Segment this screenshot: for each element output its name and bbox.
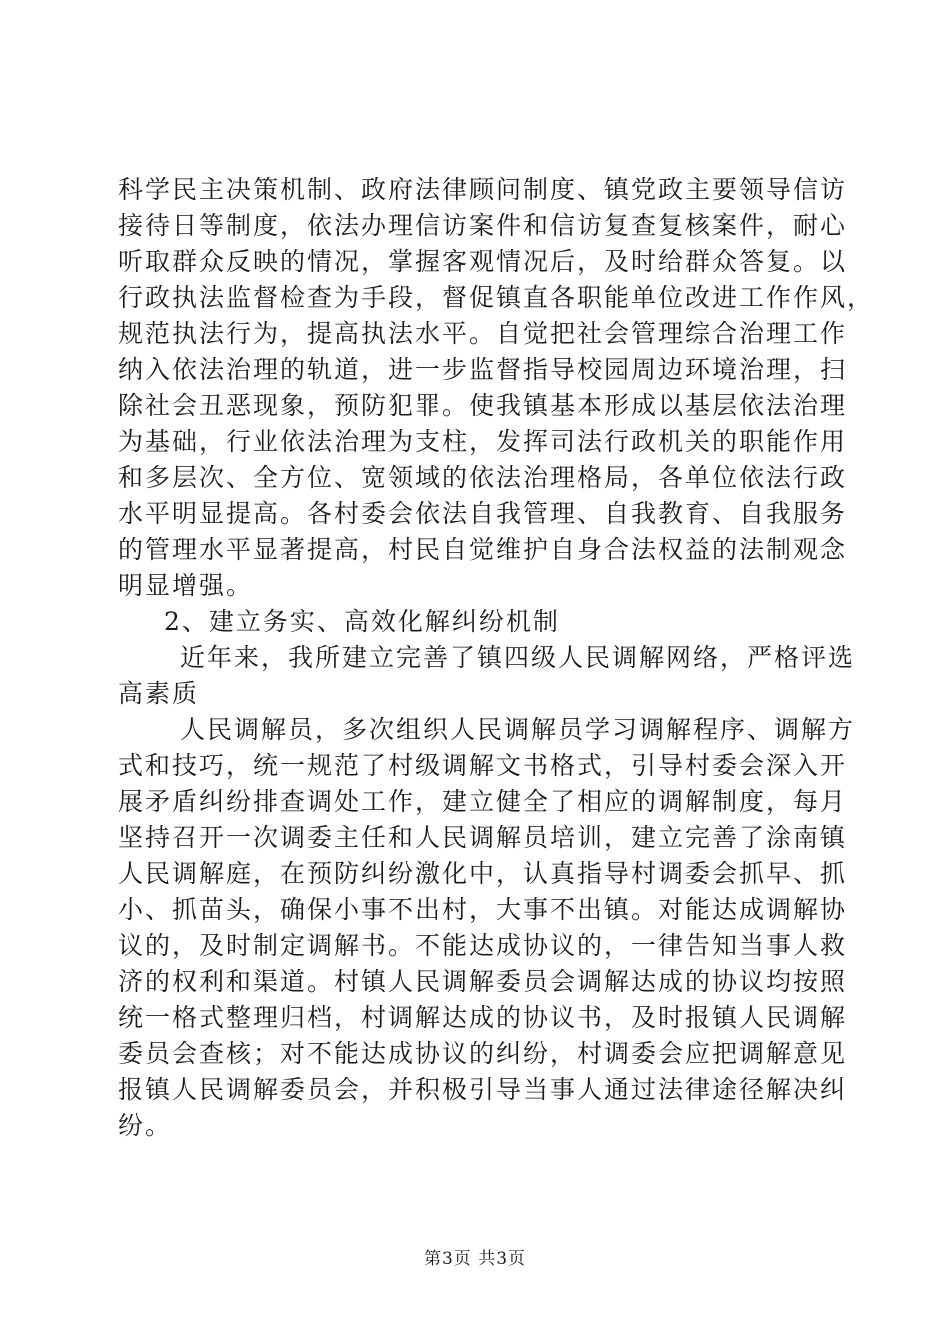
text-line: 水平明显提高。各村委会依法自我管理、自我教育、自我服务 [118, 499, 848, 528]
text-line: 行政执法监督检查为手段，督促镇直各职能单位改进工作作风， [118, 283, 875, 312]
text-line: 坚持召开一次调委主任和人民调解员培训，建立完善了涂南镇 [118, 823, 848, 852]
text-line: 的管理水平显著提高，村民自觉维护自身合法权益的法制观念 [118, 535, 848, 564]
paragraph-2 [118, 640, 856, 712]
document-body [118, 172, 875, 1144]
text-line: 高素质 [118, 679, 200, 708]
paragraph-3 [118, 712, 856, 1144]
page-number: 第3页 共3页 [423, 1249, 527, 1269]
text-line: 议的，及时制定调解书。不能达成协议的，一律告知当事人救 [118, 931, 848, 960]
text-line: 科学民主决策机制、政府法律顾问制度、镇党政主要领导信访 [118, 175, 848, 204]
text-line: 济的权利和渠道。村镇人民调解委员会调解达成的协议均按照 [118, 967, 848, 996]
text-line: 规范执法行为，提高执法水平。自觉把社会管理综合治理工作 [118, 319, 848, 348]
text-line: 纷。 [118, 1111, 173, 1140]
text-line: 明显增强。 [118, 571, 254, 600]
section-heading: 2、建立务实、高效化解纠纷机制 [164, 607, 560, 636]
text-line: 为基础，行业依法治理为支柱，发挥司法行政机关的职能作用 [118, 427, 848, 456]
text-line: 听取群众反映的情况，掌握客观情况后，及时给群众答复。以 [118, 247, 848, 276]
text-line: 近年来，我所建立完善了镇四级人民调解网络，严格评选 [180, 643, 856, 672]
text-line: 式和技巧，统一规范了村级调解文书格式，引导村委会深入开 [118, 751, 848, 780]
text-line: 小、抓苗头，确保小事不出村，大事不出镇。对能达成调解协 [118, 895, 848, 924]
text-line: 报镇人民调解委员会，并积极引导当事人通过法律途径解决纠 [118, 1075, 848, 1104]
text-line: 纳入依法治理的轨道，进一步监督指导校园周边环境治理，扫 [118, 355, 848, 384]
paragraph-1 [118, 172, 875, 604]
text-line: 委员会查核；对不能达成协议的纠纷，村调委会应把调解意见 [118, 1039, 848, 1068]
text-line: 统一格式整理归档，村调解达成的协议书，及时报镇人民调解 [118, 1003, 848, 1032]
text-line: 接待日等制度，依法办理信访案件和信访复查复核案件，耐心 [118, 211, 848, 240]
text-line: 和多层次、全方位、宽领域的依法治理格局，各单位依法行政 [118, 463, 848, 492]
text-line: 除社会丑恶现象，预防犯罪。使我镇基本形成以基层依法治理 [118, 391, 848, 420]
text-line: 展矛盾纠纷排查调处工作，建立健全了相应的调解制度，每月 [118, 787, 848, 816]
text-line: 人民调解员，多次组织人民调解员学习调解程序、调解方 [180, 715, 856, 744]
text-line: 人民调解庭，在预防纠纷激化中，认真指导村调委会抓早、抓 [118, 859, 848, 888]
